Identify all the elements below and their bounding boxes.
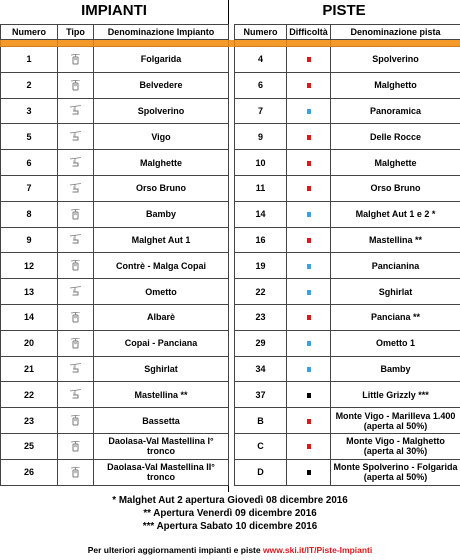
- footer-link[interactable]: www.ski.it/IT/Piste-Impianti: [262, 545, 373, 555]
- pista-nome: Ometto 1: [375, 338, 415, 349]
- difficulty-marker: [307, 367, 311, 372]
- pista-nome: Orso Bruno: [370, 183, 421, 194]
- pista-numero: 4: [235, 47, 287, 73]
- pista-nome: Monte Spolverino - Folgarida (aperta al 50%): [333, 462, 458, 483]
- impianto-nome: Albarè: [146, 312, 175, 323]
- chairlift-icon: [58, 183, 93, 194]
- impianto-nome: Orso Bruno: [135, 183, 186, 194]
- impianto-nome: Daolasa-Val Mastellina II° tronco: [107, 462, 215, 483]
- difficulty-marker: [307, 83, 311, 88]
- impianto-numero: 13: [1, 279, 58, 305]
- gondola-icon: [58, 209, 93, 220]
- pista-numero: 37: [235, 382, 287, 408]
- impianto-nome: Vigo: [151, 131, 171, 142]
- impianto-numero: 14: [1, 304, 58, 330]
- gondola-icon: [58, 441, 93, 452]
- table-row: [1, 356, 460, 382]
- table-row: [1, 459, 460, 485]
- impianto-numero: 21: [1, 356, 58, 382]
- pista-nome: Delle Rocce: [369, 131, 422, 142]
- difficulty-marker: [307, 315, 311, 320]
- pista-numero: D: [235, 459, 287, 485]
- impianto-numero: 3: [1, 98, 58, 124]
- pista-nome: Monte Vigo - Marilleva 1.400 (aperta al 50%): [335, 410, 456, 431]
- pista-nome: Mastellina **: [368, 234, 423, 245]
- table-row: [1, 279, 460, 305]
- impianto-numero: 2: [1, 72, 58, 98]
- pista-numero: 23: [235, 304, 287, 330]
- difficulty-marker: [307, 212, 311, 217]
- pista-nome: Monte Vigo - Malghetto (aperta al 30%): [346, 436, 445, 457]
- difficulty-marker: [307, 470, 311, 475]
- difficulty-marker: [307, 135, 311, 140]
- table-row: [1, 330, 460, 356]
- table-row: [1, 433, 460, 459]
- gondola-icon: [58, 467, 93, 478]
- pista-nome: Malghet Aut 1 e 2 *: [355, 209, 436, 220]
- table-row: [1, 382, 460, 408]
- footer: [0, 545, 460, 555]
- header-tipo: Tipo: [58, 25, 94, 40]
- chairlift-icon: [58, 234, 93, 245]
- note-3: *** Apertura Sabato 10 dicembre 2016: [142, 521, 318, 532]
- notes: [0, 494, 460, 533]
- impianto-numero: 5: [1, 124, 58, 150]
- note-2: ** Apertura Venerdì 09 dicembre 2016: [143, 508, 317, 519]
- impianto-nome: Mastellina **: [134, 389, 188, 400]
- column-header-row: [1, 25, 460, 40]
- impianto-nome: Sghirlat: [144, 363, 178, 374]
- table-row: [1, 72, 460, 98]
- difficulty-marker: [307, 264, 311, 269]
- difficulty-marker: [307, 57, 311, 62]
- table-row: [1, 98, 460, 124]
- gondola-icon: [58, 338, 93, 349]
- impianto-nome: Contrè - Malga Copai: [115, 260, 206, 271]
- pista-numero: 7: [235, 98, 287, 124]
- impianto-nome: Spolverino: [137, 105, 185, 116]
- impianto-nome: Daolasa-Val Mastellina I° tronco: [108, 436, 214, 457]
- difficulty-marker: [307, 290, 311, 295]
- header-denominazione-pista: Denominazione pista: [331, 25, 460, 40]
- impianti-title: IMPIANTI: [81, 2, 147, 19]
- header-difficolta: Difficoltà: [287, 25, 331, 40]
- table-row: [1, 227, 460, 253]
- pista-numero: 34: [235, 356, 287, 382]
- pista-numero: 19: [235, 253, 287, 279]
- impianto-numero: 22: [1, 382, 58, 408]
- difficulty-marker: [307, 238, 311, 243]
- table-row: [1, 408, 460, 434]
- header-numero-pista: Numero: [235, 25, 287, 40]
- pista-nome: Pancianina: [371, 260, 420, 271]
- pista-numero: 11: [235, 175, 287, 201]
- table-row: [1, 124, 460, 150]
- chairlift-icon: [58, 389, 93, 400]
- difficulty-marker: [307, 161, 311, 166]
- difficulty-marker: [307, 341, 311, 346]
- gondola-icon: [58, 312, 93, 323]
- impianto-nome: Belvedere: [139, 80, 183, 91]
- impianto-nome: Malghette: [139, 157, 182, 168]
- gondola-icon: [58, 80, 93, 91]
- pista-numero: C: [235, 433, 287, 459]
- chairlift-icon: [58, 105, 93, 116]
- impianto-nome: Bassetta: [142, 415, 180, 426]
- pista-numero: 6: [235, 72, 287, 98]
- difficulty-marker: [307, 393, 311, 398]
- table-row: [1, 304, 460, 330]
- piste-title: PISTE: [322, 2, 366, 19]
- table-row: [1, 47, 460, 73]
- pista-nome: Panciana **: [370, 312, 421, 323]
- table-row: [1, 175, 460, 201]
- pista-numero: 14: [235, 201, 287, 227]
- impianto-numero: 26: [1, 459, 58, 485]
- pista-numero: 16: [235, 227, 287, 253]
- impianto-numero: 25: [1, 433, 58, 459]
- impianto-nome: Malghet Aut 1: [131, 234, 191, 245]
- pista-nome: Malghetto: [374, 80, 417, 91]
- pista-numero: 29: [235, 330, 287, 356]
- pista-nome: Spolverino: [372, 54, 419, 65]
- gondola-icon: [58, 260, 93, 271]
- pista-numero: B: [235, 408, 287, 434]
- impianto-numero: 6: [1, 150, 58, 176]
- gondola-icon: [58, 54, 93, 65]
- pista-numero: 9: [235, 124, 287, 150]
- impianto-nome: Copai - Panciana: [124, 338, 198, 349]
- header-denominazione-impianto: Denominazione Impianto: [94, 25, 229, 40]
- table-row: [1, 150, 460, 176]
- pista-nome: Malghette: [374, 157, 417, 168]
- difficulty-marker: [307, 444, 311, 449]
- status-table: [0, 24, 460, 486]
- chairlift-icon: [58, 286, 93, 297]
- impianto-numero: 9: [1, 227, 58, 253]
- pista-numero: 22: [235, 279, 287, 305]
- impianto-nome: Folgarida: [140, 54, 182, 65]
- chairlift-icon: [58, 363, 93, 374]
- impianto-nome: Ometto: [145, 286, 177, 297]
- pista-nome: Panoramica: [369, 105, 422, 116]
- gondola-icon: [58, 415, 93, 426]
- pista-nome: Sghirlat: [378, 286, 413, 297]
- orange-band: [1, 40, 460, 47]
- table-row: [1, 253, 460, 279]
- impianto-numero: 1: [1, 47, 58, 73]
- chairlift-icon: [58, 157, 93, 168]
- impianto-numero: 23: [1, 408, 58, 434]
- table-body: [1, 47, 460, 486]
- note-1: * Malghet Aut 2 apertura Giovedì 08 dicembre 2016: [112, 495, 348, 506]
- pista-nome: Bamby: [380, 363, 411, 374]
- table-row: [1, 201, 460, 227]
- footer-text: Per ulteriori aggiornamenti impianti e piste: [87, 545, 261, 555]
- impianto-numero: 7: [1, 175, 58, 201]
- chairlift-icon: [58, 131, 93, 142]
- impianto-numero: 8: [1, 201, 58, 227]
- impianto-nome: Bamby: [145, 209, 176, 220]
- difficulty-marker: [307, 109, 311, 114]
- pista-numero: 10: [235, 150, 287, 176]
- impianto-numero: 12: [1, 253, 58, 279]
- impianto-numero: 20: [1, 330, 58, 356]
- difficulty-marker: [307, 419, 311, 424]
- section-headers: [0, 0, 460, 22]
- difficulty-marker: [307, 186, 311, 191]
- header-numero: Numero: [1, 25, 58, 40]
- pista-nome: Little Grizzly ***: [362, 389, 429, 400]
